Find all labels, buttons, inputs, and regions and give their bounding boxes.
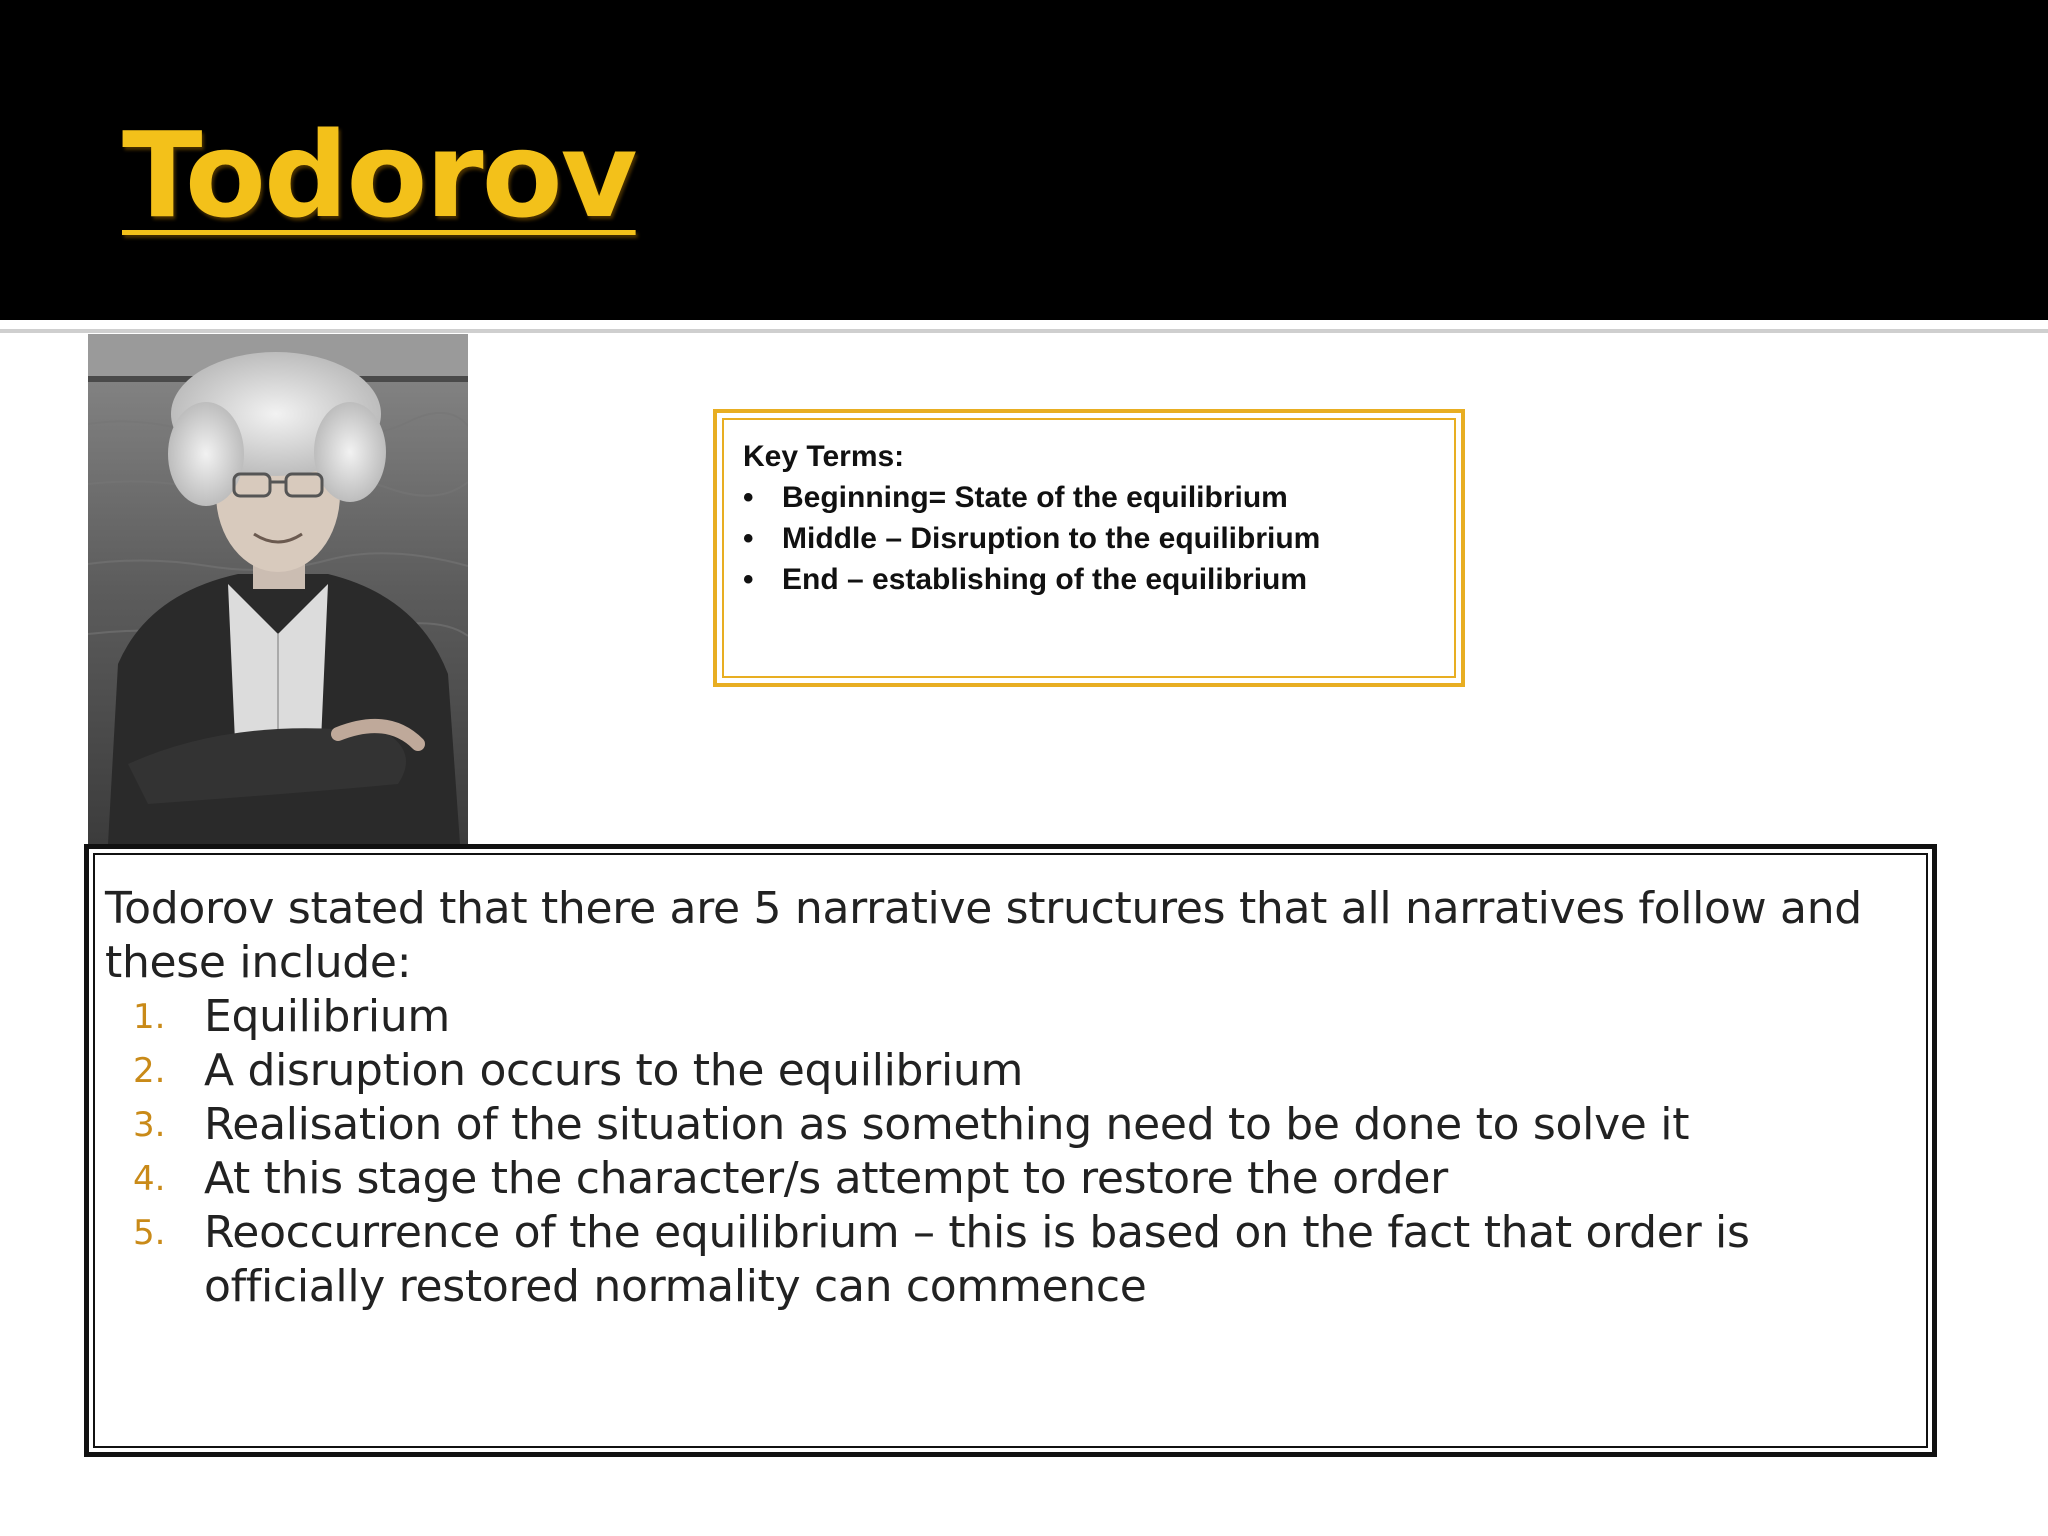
bullet-icon: • [743,563,754,596]
key-terms-list [743,477,1454,600]
narrative-step [105,990,1904,1044]
key-terms-box [713,409,1465,687]
step-text: Reoccurrence of the equilibrium – this is based on the fact that order is officially restored normality can commence [204,1207,1750,1312]
step-text: A disruption occurs to the equilibrium [204,1045,1024,1096]
key-term-text: Beginning= State of the equilibrium [782,481,1288,514]
person-photo-icon [88,334,468,844]
key-terms-inner-frame [722,418,1456,678]
header-divider [0,329,2048,333]
key-term-text: End – establishing of the equilibrium [782,563,1308,596]
narrative-step [105,1152,1904,1206]
narrative-intro: Todorov stated that there are 5 narrative structures that all narratives follow and these include: [105,883,1862,988]
step-text: Realisation of the situation as something need to be done to solve it [204,1099,1690,1150]
step-text: At this stage the character/s attempt to restore the order [204,1153,1448,1204]
narrative-structure-box [84,844,1937,1457]
step-text: Equilibrium [204,991,450,1042]
bullet-icon: • [743,481,754,514]
key-term-text: Middle – Disruption to the equilibrium [782,522,1321,555]
narrative-inner-frame [93,853,1928,1448]
step-number: 3. [133,1105,166,1145]
bullet-icon: • [743,522,754,555]
key-term-item [743,477,1454,518]
step-number: 4. [133,1159,166,1199]
narrative-steps-list [105,990,1926,1314]
key-term-item [743,518,1454,559]
slide-title: Todorov [122,106,636,244]
narrative-step [105,1206,1904,1314]
step-number: 2. [133,1051,166,1091]
key-term-item [743,559,1454,600]
key-terms-heading: Key Terms: [743,440,905,473]
step-number: 5. [133,1213,166,1253]
portrait-photo [88,334,468,844]
narrative-step [105,1098,1904,1152]
narrative-step [105,1044,1904,1098]
step-number: 1. [133,997,166,1037]
